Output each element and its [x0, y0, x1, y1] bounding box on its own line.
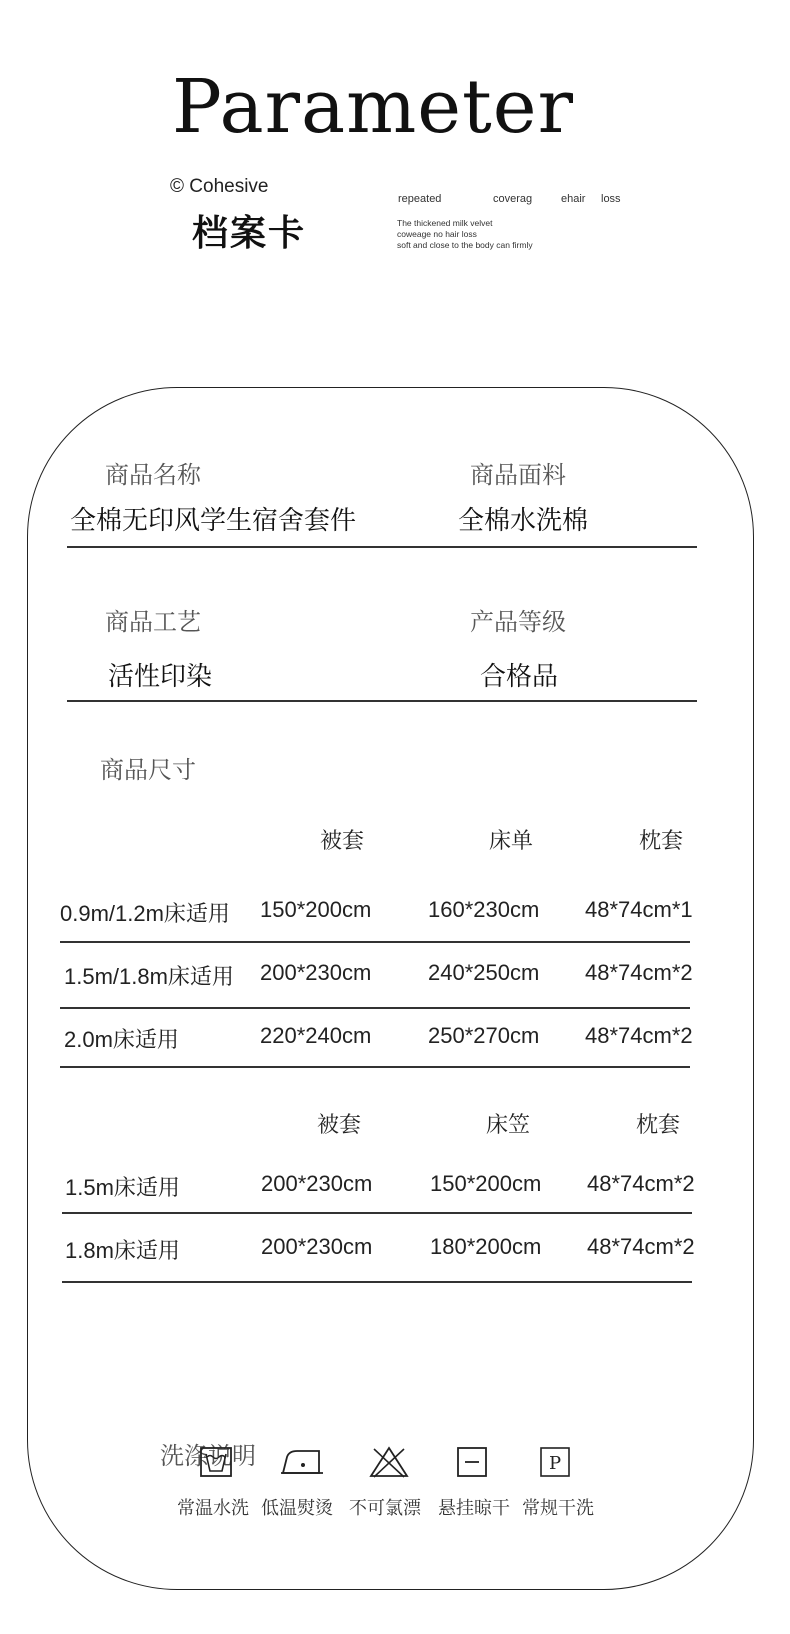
wash-label: 常规干洗	[522, 1498, 594, 1519]
table-row-divider	[60, 1007, 690, 1009]
table2-header: 被套	[317, 1113, 362, 1138]
table2-cell: 1.5m床适用	[65, 1175, 180, 1200]
table2-cell: 180*200cm	[430, 1234, 542, 1259]
no-bleach-icon	[359, 1442, 419, 1482]
table2-cell: 150*200cm	[430, 1171, 542, 1196]
header-desc-line: soft and close to the body can firmly	[397, 240, 533, 250]
table1-cell: 48*74cm*2	[585, 960, 693, 985]
line-dry-icon	[442, 1442, 502, 1482]
table2-header: 枕套	[636, 1113, 681, 1138]
fabric-label: 商品面料	[470, 461, 566, 489]
card-title: 档案卡	[192, 213, 307, 254]
header-tag: ehair	[561, 193, 586, 205]
table1-cell: 0.9m/1.2m床适用	[60, 901, 230, 926]
table1-cell: 220*240cm	[260, 1023, 372, 1048]
table1-cell: 250*270cm	[428, 1023, 540, 1048]
table1-cell: 2.0m床适用	[64, 1027, 179, 1052]
header-tag: coverag	[493, 193, 533, 205]
wash-label: 悬挂晾干	[438, 1498, 510, 1519]
iron-icon	[272, 1442, 332, 1482]
table-row-divider	[62, 1212, 692, 1214]
wash-label: 不可氯漂	[349, 1498, 421, 1519]
divider	[67, 700, 697, 702]
table1-header: 床单	[489, 829, 534, 854]
table2-cell: 48*74cm*2	[587, 1171, 695, 1196]
wash-tub-icon	[186, 1442, 246, 1482]
header-tag: loss	[601, 193, 621, 205]
table1-cell: 150*200cm	[260, 897, 372, 922]
fabric-value: 全棉水洗棉	[458, 506, 589, 536]
table2-cell: 1.8m床适用	[65, 1238, 180, 1263]
dry-clean-letter: P	[548, 1453, 562, 1474]
divider	[67, 546, 697, 548]
craft-label: 商品工艺	[105, 608, 201, 636]
table-row-divider	[60, 1066, 690, 1068]
grade-value: 合格品	[480, 662, 559, 692]
wash-label: 常温水洗	[177, 1498, 249, 1519]
table1-cell: 240*250cm	[428, 960, 540, 985]
table2-cell: 48*74cm*2	[587, 1234, 695, 1259]
table1-cell: 48*74cm*2	[585, 1023, 693, 1048]
page-title: Parameter	[172, 64, 574, 150]
table1-cell: 48*74cm*1	[585, 897, 693, 922]
header-tag: repeated	[398, 193, 442, 205]
header-desc-line: The thickened milk velvet	[397, 218, 493, 228]
table-row-divider	[60, 941, 690, 943]
table2-cell: 200*230cm	[261, 1234, 373, 1259]
craft-value: 活性印染	[108, 662, 213, 692]
product-name-label: 商品名称	[105, 461, 201, 489]
brand-name: © Cohesive	[170, 176, 269, 197]
table1-header: 枕套	[639, 829, 684, 854]
table1-cell: 1.5m/1.8m床适用	[64, 964, 234, 989]
header-desc-line: coweage no hair loss	[397, 229, 477, 239]
product-name-value: 全棉无印风学生宿舍套件	[70, 506, 357, 536]
wash-section-title: 洗涤说明	[160, 1442, 256, 1470]
table-row-divider	[62, 1281, 692, 1283]
table2-cell: 200*230cm	[261, 1171, 373, 1196]
table1-header: 被套	[320, 829, 365, 854]
wash-label: 低温熨烫	[261, 1498, 333, 1519]
table2-header: 床笠	[486, 1113, 531, 1138]
size-section-title: 商品尺寸	[100, 756, 196, 784]
table1-cell: 200*230cm	[260, 960, 372, 985]
table1-cell: 160*230cm	[428, 897, 540, 922]
grade-label: 产品等级	[470, 608, 566, 636]
dry-clean-p-icon	[525, 1442, 585, 1482]
